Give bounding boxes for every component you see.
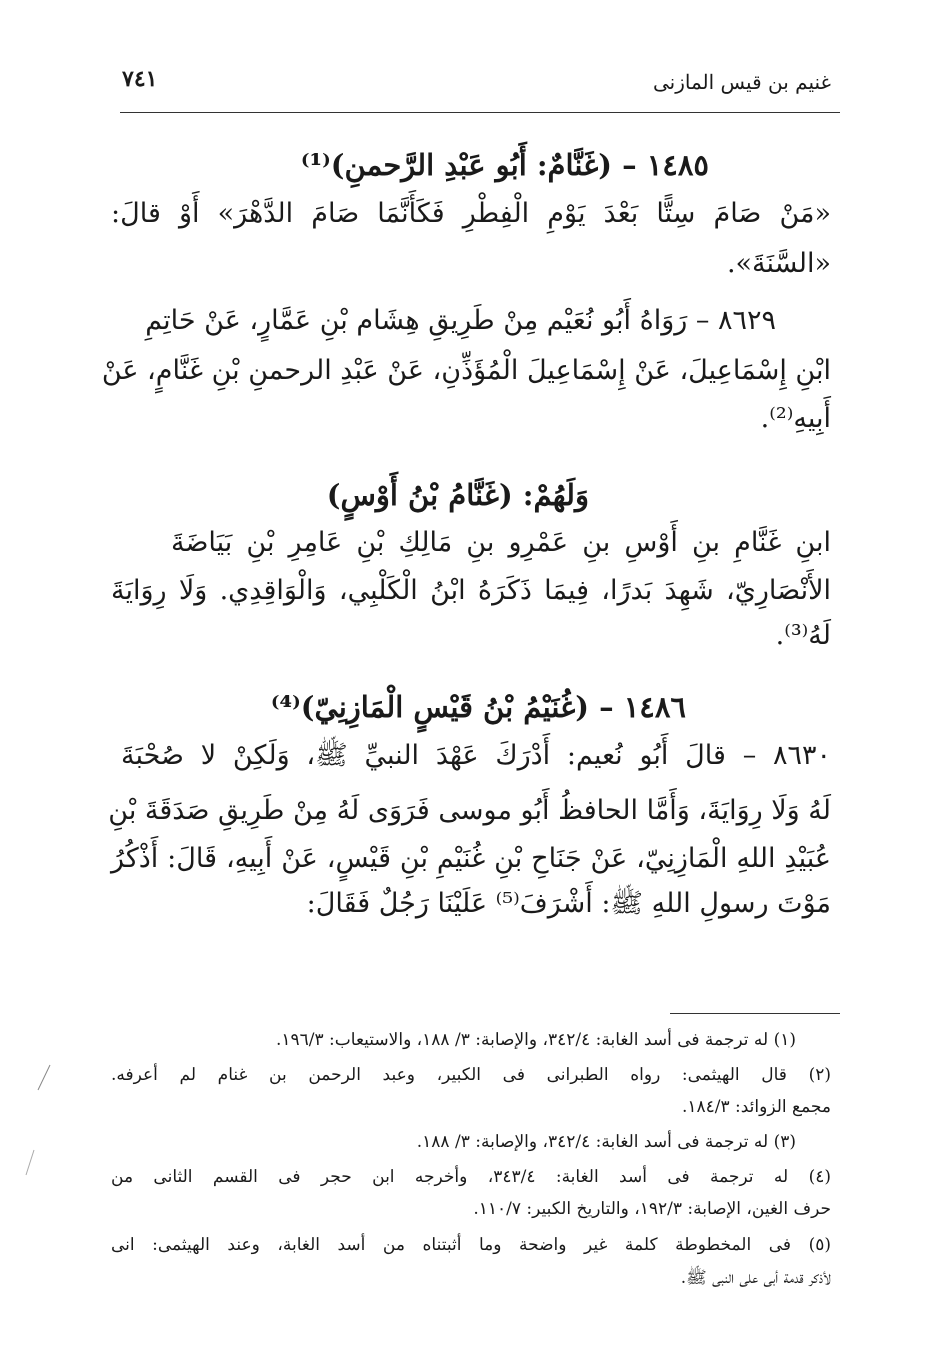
footnote-2-line-2: مجمع الزوائد: ١٨٤/٣. — [681, 1097, 831, 1117]
page-number: ٧٤١ — [122, 66, 158, 92]
footnote-3: (٣) له ترجمة فى أسد الغابة: ٣٤٢/٤، والإصابة: ٣/ ١٨٨. — [416, 1132, 796, 1152]
narration-8630-line-3: عُبَيْدِ اللهِ الْمَازِنِيّ، عَنْ جَنَاحِ بْنِ غُنَيْمِ بْنِ قَيْسٍ، عَنْ أَبِيهِ، قَالَ: أَذْكُرُ — [111, 843, 831, 874]
footnote-5-line-1: (٥) فى المخطوطة كلمة غير واضحة وما أثبتناه من أسد الغابة، وعند الهيثمى: انى — [111, 1235, 831, 1255]
entry-heading-ghannam-ibn-aws: وَلَهُمْ: (غَنَّامُ بْنُ أَوْسٍ) — [326, 478, 589, 512]
footnotes-rule — [670, 1013, 840, 1014]
scan-mark-lines — [20, 1060, 60, 1180]
footnote-4-line-2: حرف الغين، الإصابة: ١٩٢/٣، والتاريخ الكبير: ١١٠/٧. — [473, 1199, 831, 1219]
footnote-5-line-2: لأذكر قدمة أبى على النبى ﷺ. — [680, 1268, 831, 1288]
ghannam-ibn-aws-line-3: لَهُ⁽³⁾. — [775, 620, 831, 651]
narration-8630-line-1: ٨٦٣٠ – قالَ أَبُو نُعيم: أَدْرَكَ عَهْدَ النبيِّ ﷺ، وَلَكِنْ لا صُحْبَةَ — [121, 740, 831, 771]
footnote-1: (١) له ترجمة فى أسد الغابة: ٣٤٢/٤، والإصابة: ٣/ ١٨٨، والاستيعاب: ١٩٦/٣. — [275, 1030, 796, 1050]
running-title: غنيم بن قيس المازنى — [653, 70, 831, 94]
narration-8629-line-2: ابْنِ إِسْمَاعِيلَ، عَنْ إِسْمَاعِيلَ الْمُؤَذِّنِ، عَنْ عَبْدِ الرحمنِ بْنِ غَنَّامٍ، عَنْ — [101, 355, 831, 386]
ghannam-ibn-aws-line-1: ابنِ غَنَّامِ بنِ أَوْسِ بنِ عَمْرِو بنِ مَالِكِ بْنِ عَامِرِ بْنِ بَيَاضَةَ — [171, 527, 831, 558]
entry-heading-1485: ١٤٨٥ – (غَنَّامٌ: أَبُو عَبْدِ الرَّحمنِ)⁽¹⁾ — [300, 148, 709, 182]
entry-heading-1486: ١٤٨٦ – (غُنَيْمُ بْنُ قَيْسٍ الْمَازِنِيّ)⁽⁴⁾ — [270, 690, 686, 724]
ghannam-ibn-aws-line-2: الأَنْصَارِيّ، شَهِدَ بَدرًا، فِيمَا ذَكَرَهُ ابْنُ الْكَلْبِي، وَالْوَاقِدِي. وَلَا رِوَايَةَ — [111, 575, 831, 606]
header-rule — [120, 112, 840, 113]
narration-8630-line-2: لَهُ وَلَا رِوَايَةَ، وَأَمَّا الحافظُ أَبُو موسى فَرَوَى لَهُ مِنْ طَرِيقِ صَدَقَةَ بْنِ — [108, 795, 831, 826]
footnote-4-line-1: (٤) له ترجمة فى أسد الغابة: ٣٤٣/٤، وأخرجه ابن حجر فى القسم الثانى من — [111, 1167, 831, 1187]
narration-8629-line-3: أَبِيهِ⁽²⁾. — [760, 403, 831, 434]
narration-8629-line-1: ٨٦٢٩ – رَوَاهُ أَبُو نُعَيْم مِنْ طَرِيقِ هِشَام بْنِ عَمَّارٍ، عَنْ حَاتِمِ — [145, 305, 776, 336]
narration-8630-line-4: مَوْتَ رسولِ اللهِ ﷺ: أَشْرَفَ⁽⁵⁾ عَلَيْنَا رَجُلٌ فَقَالَ: — [306, 888, 831, 919]
hadith-text-line-1: «مَنْ صَامَ سِتًّا بَعْدَ يَوْمِ الْفِطْرِ فَكَأَنَّمَا صَامَ الدَّهْرَ» أَوْ قالَ: — [111, 198, 831, 229]
footnote-2-line-1: (٢) قال الهيثمى: رواه الطبرانى فى الكبير، وعبد الرحمن بن غنام لم أعرفه. — [111, 1065, 831, 1085]
hadith-text-line-2: «السَّنَةَ». — [726, 248, 831, 279]
